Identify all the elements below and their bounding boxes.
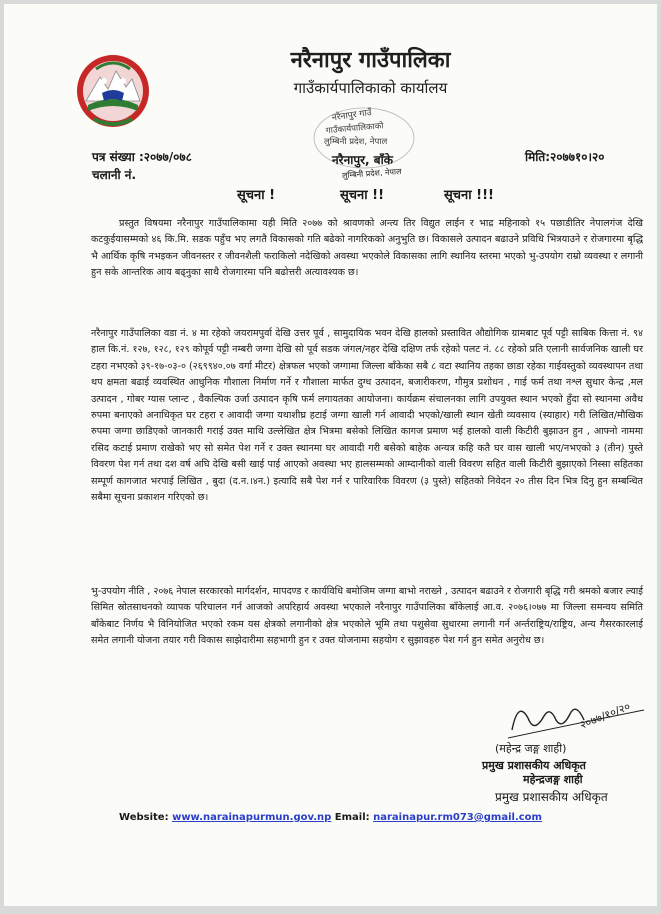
signature-icon [504, 690, 654, 746]
office-name: गाउँकार्यपालिकाको कार्यालय [293, 79, 448, 97]
dispatch-number: चलानी नं. [92, 168, 137, 182]
stamp-line-1: नरैनापुर, बाँके [332, 153, 393, 167]
name-stamp: महेन्द्रजङ्ग शाही [523, 773, 583, 786]
letter-date: मिति:२०७७१०।२० [525, 150, 605, 164]
body-paragraph-1: प्रस्तुत विषयमा नरैनापुर गाउँपालिकामा यही मिति २०७७ को श्रावणको अन्त्य तिर विद्युत लाईन र भाद्र महिनाको १५ पछाडीतिर नेपालगंज देखि कटकुईयासम्मको ४६ कि.मि. सडक पहुँच भए लगतै विकासको गति बढेको नागरिकको अनुभुति छ। विकासले उत्पादन बढाउने प्रविधि भित्रयाउने र रोजगारमा बृद्धि भै आर्थिक कृषि नभइकन जीवनस्तर र जीवनशैली फराकिलो नदेखिको अवस्था भएकोले विकासका लागि स्थानिय स्तरमा भएको भु-उपयोग राम्रो व्यवस्था र लगानी हुन सके आन्तरिक आय बढ्नुका साथै रोजगारमा पनि बढोत्तरी अत्यावश्यक छ। [91, 218, 643, 279]
stamp-line-2: लुम्बिनी प्रदेश, नेपाल [341, 166, 402, 181]
footer-contact [4, 812, 657, 823]
svg-text:गाउँकार्यपालिकाको: गाउँकार्यपालिकाको [325, 121, 384, 137]
notice-heading-3: सूचना !!! [444, 188, 494, 203]
notice-heading-2: सूचना !! [340, 188, 385, 203]
letter-page [4, 4, 657, 906]
svg-text:लुम्बिनी प्रदेश, नेपाल: लुम्बिनी प्रदेश, नेपाल [324, 137, 388, 147]
notice-heading-1: सूचना ! [237, 188, 276, 203]
body-paragraph-2: नरैनापुर गाउँपालिका वडा नं. ४ मा रहेको जयरामपुर्वा देखि उत्तर पूर्व , सामुदायिक भवन देखि हालको प्रस्तावित औद्योगिक ग्रामबाट पूर्व पट्टी साबिक कित्ता नं. ९४ हाल कि.नं. १२७, १२८, १२९ कोपूर्व पट्टी नम्बरी जग्गा देखि सो पूर्व सडक जंगल/नहर देखि दक्षिण तर्फ रहेको पलट नं. ८८ रहेको प्रति एलानी सार्वजनिक खाली घर टहरा नभएको ३९-१७-०३-० (२६९९४०.०७ वर्गा मीटर) क्षेत्रफल भएको जग्गामा जिल्ला बाँकेका सबै ८ वटा स्थानिय तहका छाडा रहेका गाईवस्तुको व्यवस्थापन तथा थप क्षमता बढाई व्यवस्थित आधुनिक गौशाला निर्माण गर्ने र गौशाला मार्फत दुग्ध उत्पादन, बजारीकरण, गौमुत्र प्रशोधन , गाई फर्म तथा नश्ल सुधार केन्द्र ,मल उत्पादन , गोबर ग्यास प्लान्ट , वैकल्पिक उर्जा उत्पादन कृषि फर्म लगायतका आयोजना। कार्यक्रम संचालनका लागि उपयुक्त स्थान भएको हुँदा सो स्थानमा अवैध रुपमा बनाएको अनाधिकृत घर टहरा र आवादी जग्गा यथाशीघ्र हटाई जग्गा खाली गर्न आवादी भएको/खाली स्थान खेती व्यवसाय (स्याहार) गरी लिखित/मौखिक रुपमा जग्गा छाडिएको जानकारी गराई उक्त माथि उल्लेखित क्षेत्र भित्रमा बसेको लिखित कागज प्रमाण भई हालको वाली किटीरी बुझाउन हुन , आफ्नो नाममा रसिद कटाई प्रमाण राखेको भए सो समेत पेश गर्ने र उक्त स्थानमा घर आवादी गरी बसेको बाहेक अन्यत्र कहि कतै घर वास खाली भए/नभएको ३ (तीन) पुस्ते विवरण पेश गर्न तथा दश वर्ष अघि देखि बसी खाई पाई आएको अवस्था भए हालसम्मको आम्दानीको वाली विवरण सहित वाली किटीरी बुझाएको निस्सा सहितका सम्पूर्ण कागजात भरपाई लिखित , बुदा (द.न.।४न.) इत्यादि सबै पेश गर्न र पारिवारिक विवरण (३ पुस्ते) सहितको निवेदन २० तीस दिन भित्र दिनु हुन सम्बन्धित सबैमा सूचना प्रकाशन गरिएको छ। [91, 328, 643, 504]
svg-text:नरैनापुर गाउँ: नरैनापुर गाउँ [331, 107, 373, 124]
body-paragraph-3: भु-उपयोग नीति , २०७६ नेपाल सरकारको मार्गदर्शन, मापदण्ड र कार्यविधि बमोजिम जग्गा बाभो नराख्ने , उत्पादन बढाउने र रोजगारी बृद्धि गरी श्रमको बजार ल्याई सिमित स्रोतसाधनको व्यापक परिचालन गर्न आजको अपरिहार्य अवस्था भएकाले नरैनापुर गाउँपालिका बाँकेलाई आ.व. २०७६।०७७ मा जिल्ला समन्वय समिति बाँकेबाट निर्णय भै विनियोजित भएको रकम यस क्षेत्रको लगानीको क्षेत्र भएकोले भूमि तथा पशुसेवा सुधारमा लगानी गर्न अर्न्तराष्ट्रिय/राष्ट्रिय, अन्य गैसरकारलाई समेत लगानी योजना तयार गरी विकास साझेदारीमा सहभागी हुन र उक्त योजनामा सहयोग र सुझावहरु पेश गर्न हुन समेत अनुरोध छ। [91, 586, 643, 647]
website-label: Website: [119, 812, 169, 823]
municipality-name: नरैनापुर गाउँपालिका [290, 48, 451, 73]
designation-stamp: प्रमुख प्रशासकीय अधिकृत [495, 790, 608, 804]
email-link[interactable]: narainapur.rm073@gmail.com [373, 812, 542, 823]
reference-number: पत्र संख्या :२०७७/०७८ [92, 150, 192, 164]
email-label: Email: [334, 812, 370, 823]
signatory-designation: प्रमुख प्रशासकीय अधिकृत [482, 759, 586, 772]
signatory-name: (महेन्द्र जङ्ग शाही) [495, 742, 567, 755]
signature-date: २०७७/१०/२० [578, 699, 633, 732]
website-link[interactable]: www.narainapurmun.gov.np [172, 812, 332, 823]
